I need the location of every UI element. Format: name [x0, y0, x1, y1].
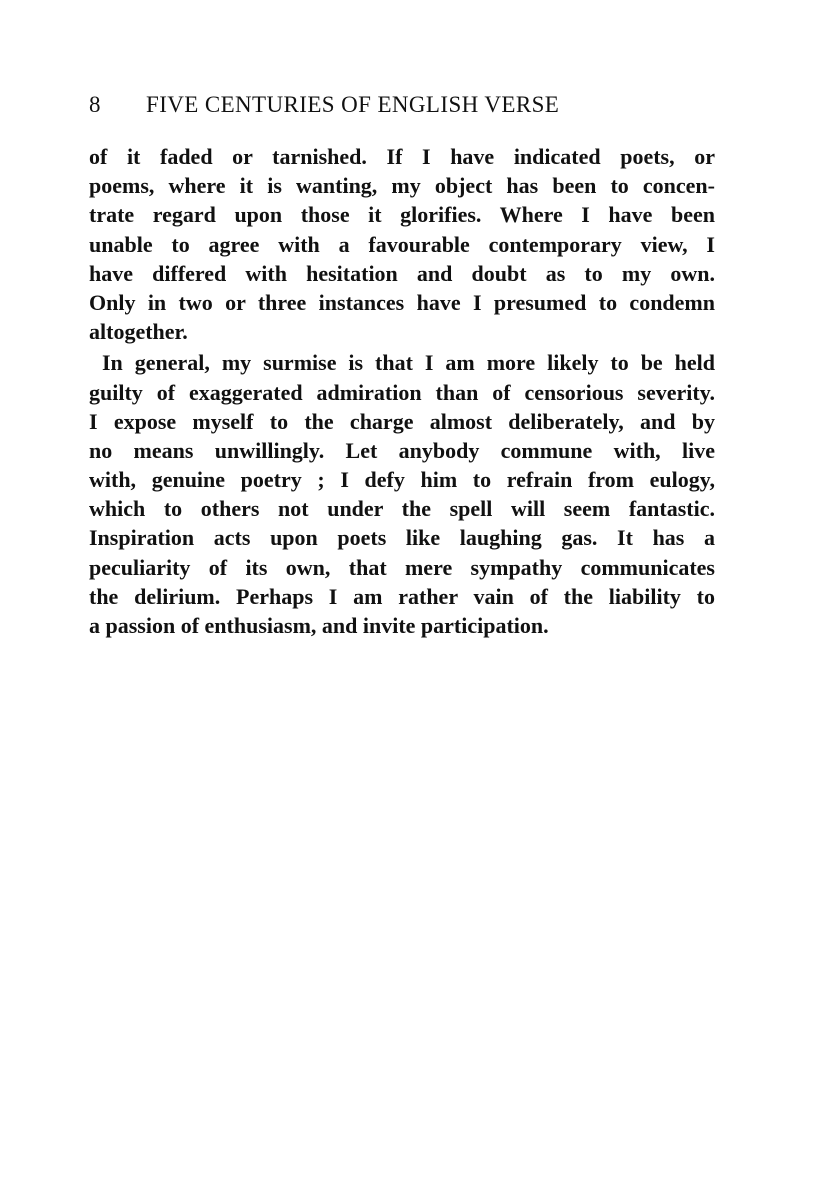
paragraph-continuation: [89, 142, 715, 346]
text-line: which to others not under the spell will seem fantastic.: [89, 496, 715, 522]
text-line: with, genuine poetry ; I defy him to refrain from eulogy,: [89, 467, 715, 493]
text-line: I expose myself to the charge almost deliberately, and by: [89, 408, 715, 434]
running-head: [89, 92, 729, 122]
text-line: have differed with hesitation and doubt as to my own.: [89, 260, 715, 286]
text-line: Inspiration acts upon poets like laughing gas. It has a: [89, 525, 715, 551]
text-line: trate regard upon those it glorifies. Where I have been: [89, 202, 715, 228]
text-line: altogether.: [89, 319, 188, 345]
body-text: [89, 142, 715, 640]
text-line: a passion of enthusiasm, and invite participation.: [89, 613, 549, 638]
text-line: of it faded or tarnished. If I have indicated poets, or: [89, 144, 715, 169]
paragraph-in-general: [89, 348, 715, 640]
text-line: peculiarity of its own, that mere sympathy communicates: [89, 554, 715, 580]
text-line: guilty of exaggerated admiration than of censorious severity.: [89, 379, 715, 405]
text-line: Only in two or three instances have I presumed to condemn: [89, 289, 715, 315]
text-line: In general, my surmise is that I am more likely to be held: [102, 350, 715, 376]
text-line: poems, where it is wanting, my object has been to concen-: [89, 173, 715, 199]
text-line: unable to agree with a favourable contemporary view, I: [89, 231, 715, 257]
page-number: 8: [89, 92, 101, 117]
text-line: no means unwillingly. Let anybody commune with, live: [89, 437, 715, 463]
running-title: FIVE CENTURIES OF ENGLISH VERSE: [146, 92, 560, 117]
text-line: the delirium. Perhaps I am rather vain of the liability to: [89, 583, 715, 609]
